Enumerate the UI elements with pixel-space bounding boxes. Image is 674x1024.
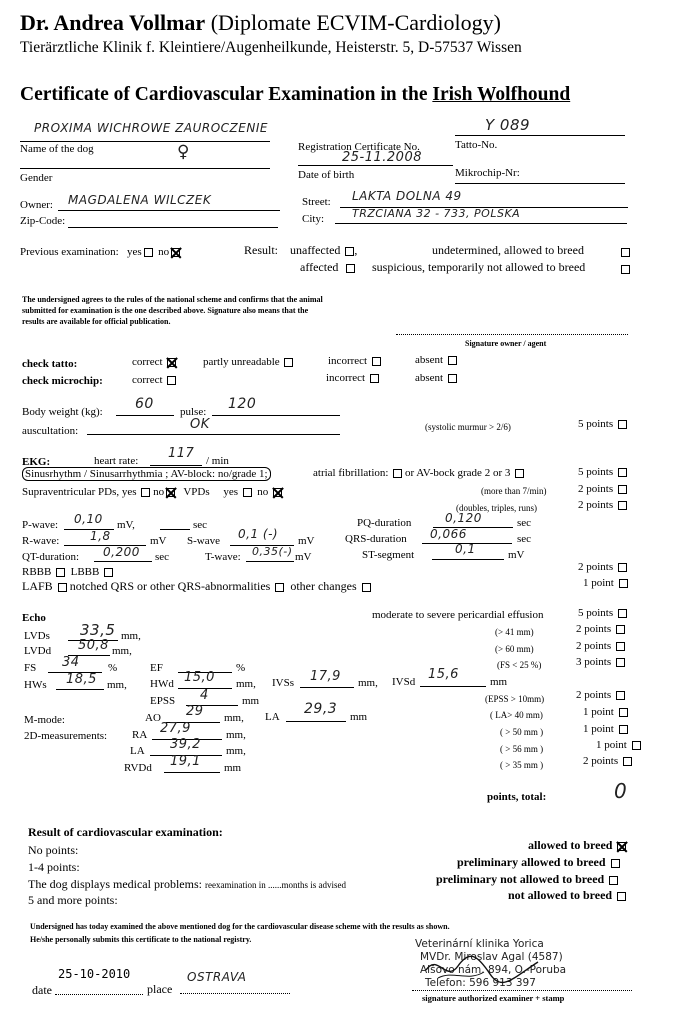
place-value: OSTRAVA <box>187 970 247 984</box>
tattoo-label: Tatto-No. <box>455 139 498 151</box>
qrs-value: 0,066 <box>430 527 467 541</box>
st-label: ST-segment <box>362 549 415 561</box>
la-criterion: ( LA> 40 mm) <box>490 710 543 720</box>
av-checkbox[interactable] <box>515 469 524 478</box>
rvdd-criterion: ( > 35 mm ) <box>500 760 544 770</box>
allowed-checkbox[interactable] <box>617 842 626 851</box>
owner-line <box>58 210 280 211</box>
bundle-branch-row <box>22 566 113 578</box>
pulse-line <box>212 415 340 416</box>
ra-label: RA <box>132 729 148 741</box>
rvdd-value: 19,1 <box>170 754 201 769</box>
prelim-not-option <box>436 872 618 887</box>
af-label: atrial fibrillation: <box>313 467 389 479</box>
lafb-checkbox[interactable] <box>58 583 67 592</box>
twave-label: T-wave: <box>205 551 241 563</box>
vpd-yes-label: yes <box>223 486 239 498</box>
street-label: Street: <box>302 196 331 208</box>
stamp-line-3: Alšovo nám. 894, O.-Poruba <box>420 964 567 976</box>
la-value: 29,3 <box>304 701 338 717</box>
murmur-checkbox[interactable] <box>618 420 627 429</box>
ef-unit: % <box>236 662 246 674</box>
lvdd-label: LVDd <box>24 645 52 657</box>
prev-no-checkbox[interactable] <box>171 248 180 257</box>
city-line <box>335 223 627 224</box>
la-points <box>583 706 628 718</box>
microchip-incorrect <box>326 372 379 384</box>
fs-label: FS <box>24 662 37 674</box>
ra-points <box>583 723 628 735</box>
tattoo-line <box>455 135 625 136</box>
lvdd-value: 50,8 <box>78 638 109 653</box>
svpd-no-checkbox[interactable] <box>166 488 175 497</box>
lvdd-checkbox[interactable] <box>616 642 625 651</box>
murmur-points <box>578 418 627 430</box>
lvdd-unit: mm, <box>112 645 132 657</box>
other-points <box>583 577 628 589</box>
tattoo-correct <box>132 356 176 368</box>
check-microchip-label: check microchip: <box>22 375 103 387</box>
points-5-label: 5 and more points: <box>28 893 118 907</box>
dog-name-line <box>20 141 270 142</box>
hws-value: 18,5 <box>66 672 97 687</box>
epss-label: EPSS <box>150 695 176 707</box>
pericardial-label: moderate to severe pericardial effusion <box>372 609 544 621</box>
epss-points <box>576 689 625 701</box>
af-checkbox[interactable] <box>393 469 402 478</box>
twave-value: 0,35(-) <box>252 545 293 558</box>
suspicious-option <box>372 260 585 275</box>
vpd-yes-checkbox[interactable] <box>243 488 252 497</box>
gender-label: Gender <box>20 172 53 184</box>
prelim-allowed-option <box>457 855 620 870</box>
allowed-option <box>528 838 626 853</box>
problems-row <box>28 877 346 892</box>
twave-line <box>246 561 294 562</box>
tattoo-incorrect-label: incorrect <box>328 355 368 367</box>
ivsd-label: IVSd <box>392 676 416 688</box>
points-total-value: 0 <box>614 779 628 803</box>
pericardial-points <box>578 607 627 619</box>
ivss-label: IVSs <box>272 677 295 689</box>
rhythm-points-checkbox[interactable] <box>618 468 627 477</box>
not-allowed-checkbox[interactable] <box>617 892 626 901</box>
clinic-address: Tierärztliche Klinik f. Kleintiere/Augenheilkunde, Heisterstr. 5, D-57537 Wissen <box>20 39 522 56</box>
la2-criterion: ( > 56 mm ) <box>500 744 544 754</box>
af-option <box>313 467 524 479</box>
tattoo-incorrect-checkbox[interactable] <box>372 357 381 366</box>
microchip-absent-label: absent <box>415 372 444 384</box>
ra-value: 27,9 <box>160 721 191 736</box>
tattoo-incorrect <box>328 355 381 367</box>
other-points-checkbox[interactable] <box>619 579 628 588</box>
echo-label: Echo <box>22 612 46 624</box>
owner-signature-line[interactable] <box>396 334 628 335</box>
ivss-value: 17,9 <box>310 669 341 684</box>
stamp-line-2: MVDr. Miroslav Agal (4587) <box>420 951 563 963</box>
microchip-incorrect-label: incorrect <box>326 372 366 384</box>
points-1-4-label: 1-4 points: <box>28 860 80 874</box>
result-label: Result: <box>244 243 279 257</box>
body-weight-label: Body weight (kg): <box>22 406 103 418</box>
notched-checkbox[interactable] <box>275 583 284 592</box>
ivss-unit: mm, <box>358 677 378 689</box>
ivss-line <box>300 687 354 688</box>
lvdd-points <box>576 640 625 652</box>
qrs-label: QRS-duration <box>345 533 407 545</box>
allowed-label: allowed to breed <box>528 838 613 852</box>
st-unit: mV <box>508 549 525 561</box>
ao-value: 29 <box>186 704 204 719</box>
examiner-diploma: (Diplomate ECVIM-Cardiology) <box>210 10 501 35</box>
rhythm-points-label: 5 points <box>578 466 614 478</box>
rbbb-checkbox[interactable] <box>56 568 65 577</box>
problems-label: The dog displays medical problems: <box>28 877 202 891</box>
st-value: 0,1 <box>455 542 476 556</box>
body-weight-value: 60 <box>135 396 154 412</box>
swave-value: 0,1 (-) <box>238 527 279 541</box>
no-points-label: No points: <box>28 843 79 857</box>
unaffected-option: unaffected , <box>290 243 358 257</box>
gender-value: ♀ <box>177 142 190 162</box>
rvdd-checkbox[interactable] <box>623 757 632 766</box>
hwd-value: 15,0 <box>184 670 215 685</box>
auscultation-value: OK <box>190 417 210 432</box>
pq-label: PQ-duration <box>357 517 412 529</box>
tattoo-correct-label: correct <box>132 356 163 368</box>
svpd-label: Supraventricular PDs, yes <box>22 486 137 498</box>
date-value: 25-10-2010 <box>58 967 131 981</box>
la-unit: mm <box>350 711 368 723</box>
zip-line <box>68 227 278 228</box>
rvdd-line <box>164 772 220 773</box>
pulse-value: 120 <box>228 396 257 412</box>
lvdd-points-label: 2 points <box>576 640 612 652</box>
heart-rate-label: heart rate: <box>94 455 139 467</box>
tattoo-absent-label: absent <box>415 354 444 366</box>
examiner-signature-label: signature authorized examiner + stamp <box>422 993 565 1003</box>
previous-exam-row <box>20 246 180 258</box>
undetermined-checkbox[interactable] <box>621 248 630 257</box>
pwave-unit: mV, <box>117 519 135 531</box>
lafb-row <box>22 579 371 594</box>
la2-value: 39,2 <box>170 737 201 752</box>
lvdd-criterion: (> 60 mm) <box>495 644 534 654</box>
fs-unit: % <box>108 662 118 674</box>
lafb-label: LAFB <box>22 579 53 593</box>
la2-points-label: 1 point <box>596 739 627 751</box>
date-label: date <box>32 983 52 997</box>
stamp-line-4: Telefon: 596 913 397 <box>425 977 536 989</box>
body-weight-line <box>116 415 174 416</box>
dob-line <box>298 165 453 166</box>
lvds-value: 33,5 <box>80 621 116 639</box>
rvdd-label: RVDd <box>124 762 152 774</box>
zip-label: Zip-Code: <box>20 215 66 227</box>
rvdd-unit: mm <box>224 762 242 774</box>
vpd-no-label: no <box>257 486 269 498</box>
reexam-label: reexamination in ......months is advised <box>204 880 346 890</box>
la-checkbox[interactable] <box>619 708 628 717</box>
microchip-incorrect-checkbox[interactable] <box>370 374 379 383</box>
qt-line <box>94 561 152 562</box>
examiner-signature <box>418 948 558 988</box>
doubles-points-label: 2 points <box>578 499 614 511</box>
prelim-not-label: preliminary not allowed to breed <box>436 872 605 886</box>
tattoo-partly-label: partly unreadable <box>203 356 280 368</box>
lbbb-checkbox[interactable] <box>104 568 113 577</box>
doubles-criterion: (doubles, triples, runs) <box>456 503 537 513</box>
other-changes-label: other changes <box>290 579 357 593</box>
ivsd-value: 15,6 <box>428 667 459 682</box>
la-line <box>286 721 346 722</box>
swave-label: S-wave <box>187 535 220 547</box>
rhythm-points <box>578 466 627 478</box>
suspicious-label: suspicious, temporarily not allowed to breed <box>372 260 586 274</box>
more7-criterion: (more than 7/min) <box>481 486 547 496</box>
prelim-allowed-label: preliminary allowed to breed <box>457 855 606 869</box>
unaffected-label: unaffected <box>290 243 341 257</box>
rwave-value: 1,8 <box>90 529 111 543</box>
svpd-row <box>22 486 282 498</box>
agreement-line-3: results are available for official publication. <box>22 317 171 326</box>
affected-checkbox[interactable] <box>346 264 355 273</box>
av-label: or AV-bock grade 2 or 3 <box>404 467 511 479</box>
agreement-text <box>22 294 323 327</box>
declaration-line-1: Undersigned has today examined the above mentioned dog for the cardiovascular disease scheme with the results as shown. <box>30 922 450 931</box>
qt-unit: sec <box>155 551 170 563</box>
microchip-correct-label: correct <box>132 374 163 386</box>
twave-unit: mV <box>295 551 312 563</box>
la2-unit: mm, <box>226 745 246 757</box>
place-label: place <box>147 982 173 996</box>
hwd-label: HWd <box>150 678 174 690</box>
other-changes-checkbox[interactable] <box>362 583 371 592</box>
affected-label: affected <box>300 260 339 274</box>
la2-label: LA <box>130 745 145 757</box>
fs-criterion: (FS < 25 %) <box>497 660 542 670</box>
la2-points <box>596 739 641 751</box>
pericardial-checkbox[interactable] <box>618 609 627 618</box>
auscultation-label: auscultation: <box>22 425 79 437</box>
epss-unit: mm <box>242 695 260 707</box>
prev-yes-checkbox[interactable] <box>144 248 153 257</box>
rhythm-line <box>22 468 271 480</box>
hws-unit: mm, <box>107 679 127 691</box>
rwave-unit: mV <box>150 535 167 547</box>
dob-value: 25-11.2008 <box>342 150 422 165</box>
unaffected-checkbox[interactable] <box>345 247 354 256</box>
ra-points-label: 1 point <box>583 723 614 735</box>
epss-criterion: (EPSS > 10mm) <box>485 694 545 704</box>
pq-value: 0,120 <box>445 511 482 525</box>
bb-points-checkbox[interactable] <box>618 563 627 572</box>
lvds-points <box>576 623 625 635</box>
systolic-murmur-criterion: (systolic murmur > 2/6) <box>425 422 511 432</box>
prev-no-label: no <box>158 246 170 258</box>
lbbb-label: LBBB <box>70 566 100 578</box>
points-total-label: points, total: <box>487 791 547 803</box>
dog-name-value: PROXIMA WICHROWE ZAUROCZENIE <box>34 121 268 135</box>
pericardial-points-label: 5 points <box>578 607 614 619</box>
pwave-sec-line <box>160 529 190 530</box>
suspicious-checkbox-wrap <box>619 260 630 278</box>
other-points-label: 1 point <box>583 577 614 589</box>
more7-points <box>578 483 627 495</box>
agreement-line-2: submitted for examination is the one described above. Signature also means that the <box>22 306 309 315</box>
certificate-title <box>20 84 570 106</box>
mmode-label: M-mode: <box>24 714 65 726</box>
examiner-signature-line[interactable] <box>412 990 632 991</box>
suspicious-checkbox[interactable] <box>621 265 630 274</box>
undetermined-option <box>432 243 584 258</box>
undetermined-checkbox-wrap <box>619 243 630 261</box>
rbbb-label: RBBB <box>22 566 52 578</box>
pq-unit: sec <box>517 517 532 529</box>
tattoo-correct-checkbox[interactable] <box>167 358 176 367</box>
murmur-points-label: 5 points <box>578 418 614 430</box>
ra-checkbox[interactable] <box>619 725 628 734</box>
tattoo-absent-checkbox[interactable] <box>448 356 457 365</box>
ivsd-line <box>420 686 486 687</box>
hws-label: HWs <box>24 679 47 691</box>
ivsd-unit: mm <box>490 676 508 688</box>
st-line <box>432 559 504 560</box>
qt-value: 0,200 <box>103 545 140 559</box>
hwd-unit: mm, <box>236 678 256 690</box>
swave-unit: mV <box>298 535 315 547</box>
epss-checkbox[interactable] <box>616 691 625 700</box>
previous-exam-label: Previous examination: <box>20 246 119 258</box>
qrs-unit: sec <box>517 533 532 545</box>
lvds-criterion: (> 41 mm) <box>495 627 534 637</box>
owner-label: Owner: <box>20 199 53 211</box>
rwave-label: R-wave: <box>22 535 60 547</box>
lvds-unit: mm, <box>121 630 141 642</box>
microchip-line <box>455 183 625 184</box>
prelim-not-checkbox[interactable] <box>609 876 618 885</box>
pwave-sec-unit: sec <box>193 519 208 531</box>
pulse-label: pulse: <box>180 406 207 418</box>
ra-unit: mm, <box>226 729 246 741</box>
place-line <box>180 993 290 994</box>
rhythm-text: Sinusrhythm / Sinusarrhythmia ; AV-block: no/grade 1; <box>22 467 271 481</box>
microchip-correct-checkbox[interactable] <box>167 376 176 385</box>
pwave-label: P-wave: <box>22 519 59 531</box>
bundle-branch-points <box>578 561 627 573</box>
heart-rate-value: 117 <box>168 446 195 461</box>
bb-points-label: 2 points <box>578 561 614 573</box>
title-breed: Irish Wolfhound <box>432 84 571 105</box>
city-label: City: <box>302 213 325 225</box>
dob-label: Date of birth <box>298 169 355 181</box>
rvdd-points-label: 2 points <box>583 755 619 767</box>
svpd-no-label: no <box>153 486 165 498</box>
lvds-label: LVDs <box>24 630 50 642</box>
hws-line <box>56 689 104 690</box>
pwave-value: 0,10 <box>74 512 103 526</box>
result-heading: Result of cardiovascular examination: <box>28 825 223 839</box>
la-points-label: 1 point <box>583 706 614 718</box>
more7-points-label: 2 points <box>578 483 614 495</box>
street-value: LAKTA DOLNA 49 <box>352 189 462 203</box>
fs-value: 34 <box>62 655 80 670</box>
heart-rate-line <box>150 465 202 466</box>
header-name-line <box>20 10 501 36</box>
microchip-correct <box>132 374 176 386</box>
examiner-name: Dr. Andrea Vollmar <box>20 10 206 35</box>
rvdd-points <box>583 755 632 767</box>
declaration-line-2: He/she personally submits this certificate to the national registry. <box>30 935 252 944</box>
date-line <box>55 994 143 995</box>
not-allowed-option <box>508 888 626 903</box>
vpd-no-checkbox[interactable] <box>273 488 282 497</box>
gender-line <box>20 168 270 169</box>
svpd-yes-checkbox[interactable] <box>141 488 150 497</box>
affected-option <box>300 260 355 275</box>
check-tattoo-label: check tatto: <box>22 358 78 370</box>
ef-label: EF <box>150 662 163 674</box>
tattoo-partly-checkbox[interactable] <box>284 358 293 367</box>
tattoo-value: Y 089 <box>485 116 531 134</box>
lvds-points-label: 2 points <box>576 623 612 635</box>
la2-checkbox[interactable] <box>632 741 641 750</box>
ekg-label: EKG: <box>22 456 51 468</box>
tattoo-partly <box>203 356 293 368</box>
stamp-line-1: Veterinární klinika Yorica <box>415 938 544 950</box>
heart-rate-unit: / min <box>206 455 229 467</box>
doubles-checkbox[interactable] <box>618 501 627 510</box>
epss-value: 4 <box>200 688 209 703</box>
title-prefix: Certificate of Cardiovascular Examination in the <box>20 84 433 105</box>
ao-label: AO <box>145 712 161 724</box>
agreement-line-1: The undersigned agrees to the rules of the national scheme and confirms that the animal <box>22 295 323 304</box>
undetermined-label: undetermined, allowed to breed <box>432 243 584 257</box>
epss-points-label: 2 points <box>576 689 612 701</box>
microchip-label: Mikrochip-Nr: <box>455 167 520 179</box>
not-allowed-label: not allowed to breed <box>508 888 613 902</box>
prev-yes-label: yes <box>126 246 142 258</box>
auscultation-line <box>87 434 340 435</box>
dog-name-label: Name of the dog <box>20 143 94 155</box>
lvds-checkbox[interactable] <box>616 625 625 634</box>
twod-label: 2D-measurements: <box>24 730 108 742</box>
qt-label: QT-duration: <box>22 551 80 563</box>
fs-points <box>576 656 625 668</box>
la-label: LA <box>265 711 280 723</box>
signature-owner-label: Signature owner / agent <box>465 339 547 348</box>
doubles-points <box>578 499 627 511</box>
notched-label: notched QRS or other QRS-abnormalities <box>69 579 271 593</box>
more7-checkbox[interactable] <box>618 485 627 494</box>
vpd-label: VPDs <box>183 486 210 498</box>
ra-criterion: ( > 50 mm ) <box>500 727 544 737</box>
city-value: TRZCIANA 32 - 733, POLSKA <box>352 207 521 220</box>
microchip-absent-checkbox[interactable] <box>448 374 457 383</box>
microchip-absent <box>415 372 457 384</box>
owner-value: MAGDALENA WILCZEK <box>68 193 212 207</box>
ao-unit: mm, <box>224 712 244 724</box>
reg-cert-label: Registration Certificate No. <box>298 141 420 153</box>
prelim-allowed-checkbox[interactable] <box>611 859 620 868</box>
tattoo-absent <box>415 354 457 366</box>
fs-points-label: 3 points <box>576 656 612 668</box>
fs-checkbox[interactable] <box>616 658 625 667</box>
